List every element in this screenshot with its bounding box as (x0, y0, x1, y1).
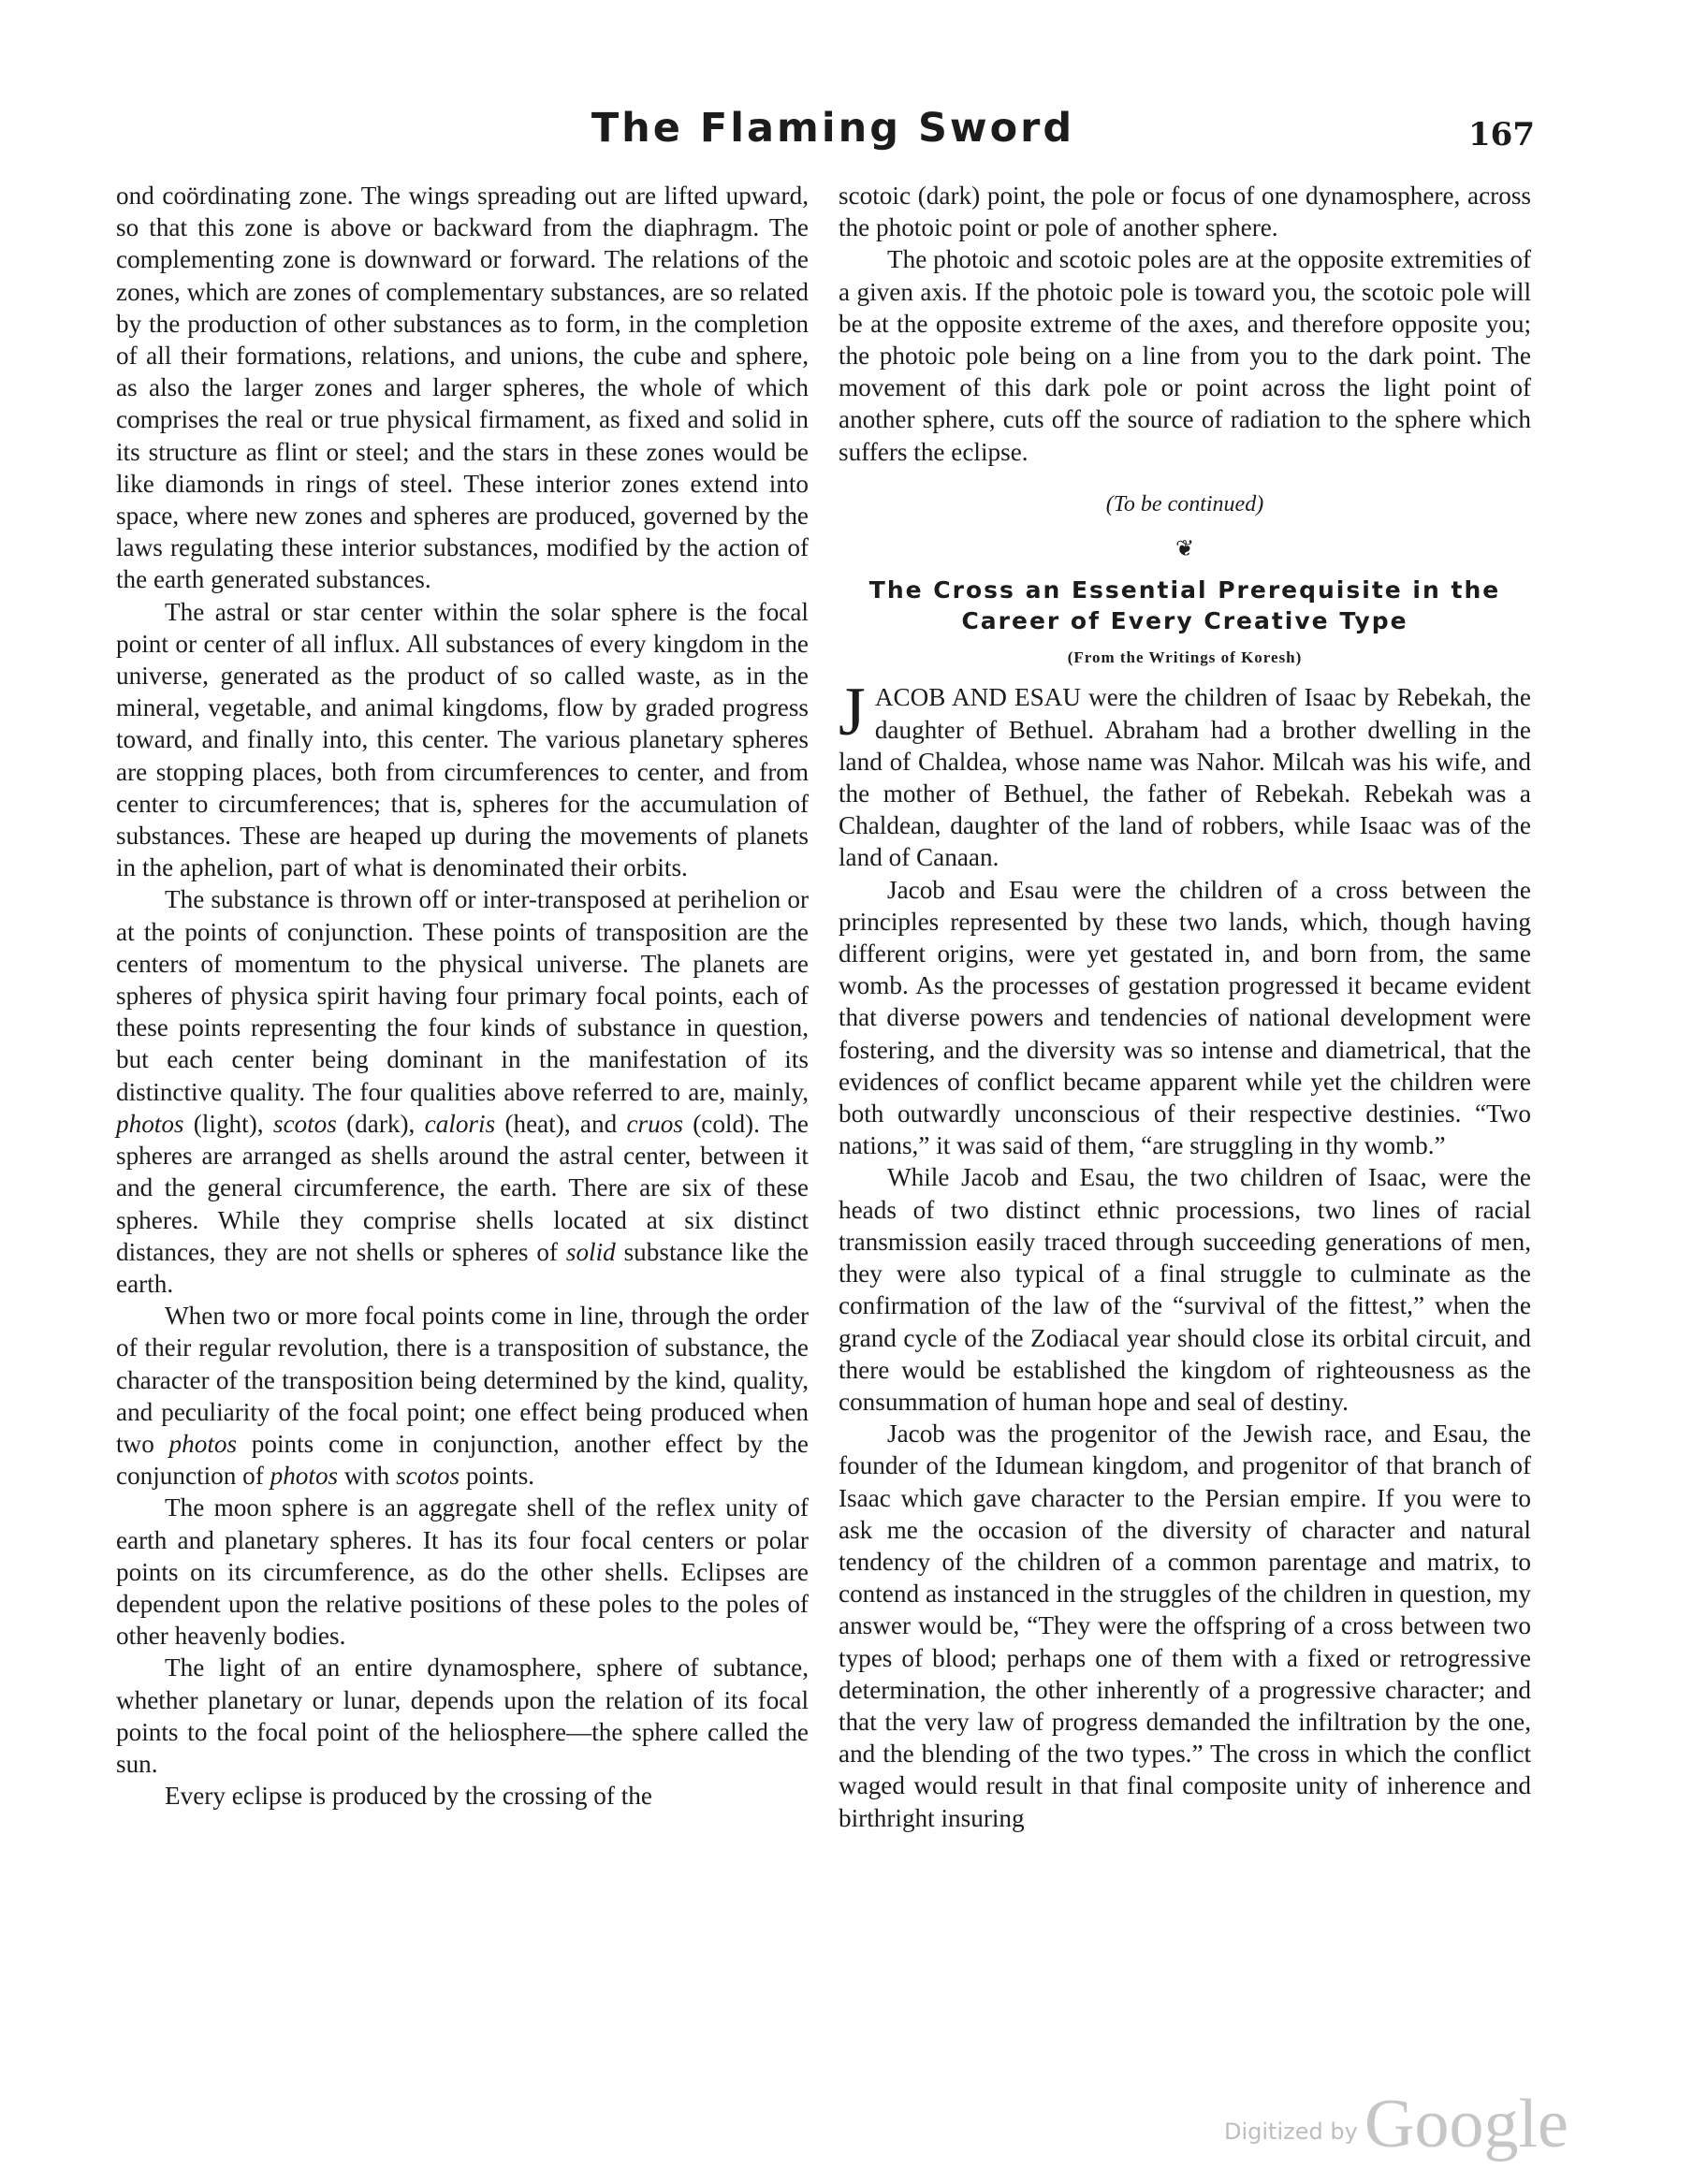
paragraph: Every eclipse is produced by the crossing of the (165, 1782, 652, 1811)
italic-term: solid (565, 1237, 616, 1266)
text-run: The substance is thrown off or inter-transposed at perihelion or at the points of conjunction. These points of transposition are the centers of momentum to the physical universe. The planets are spheres of physica spirit having four primary focal points, each of these points representing the four kinds of substance in question, but each center being dominant in the manifestation of its distinctive quality. The four qualities above referred to are, mainly, (116, 885, 809, 1106)
italic-term: cruos (626, 1109, 683, 1138)
watermark-prefix: Digitized by (1224, 2118, 1358, 2145)
running-header (112, 105, 1535, 170)
text-run: (heat), and (495, 1109, 627, 1138)
drop-cap: J (839, 674, 866, 751)
paragraph: The astral or star center within the solar sphere is the focal point or center of all influx. All substances of every kingdom in the universe, generated as the product of so called waste, as in the mineral, vegetable, and animal kingdoms, flow by graded progress toward, and finally into, this center. The various planetary spheres are stopping places, both from circumferences to center, and from center to circumferences; that is, spheres for the accumulation of substances. These are heaped up during the movements of planets in the aphelion, part of what is denominated their orbits. (116, 597, 809, 882)
paragraph: The light of an entire dynamosphere, sphere of subtance, whether planetary or lunar, depends upon the relation of its focal points to the focal point of the heliosphere—the sphere called the sun. (116, 1653, 809, 1778)
google-logo: Google (1364, 2086, 1568, 2162)
italic-term: scotos (396, 1462, 460, 1491)
text-run: substance like the earth. (116, 1237, 810, 1298)
article-source: (From the Writings of Koresh) (1067, 648, 1303, 667)
text-run: When two or more focal points come in line, through the order of their regular revolution, there is a transposition of substance, the character of the transposition being determined by the kind, quality, and peculiarity of the focal point; one effect being produced when two (116, 1302, 809, 1458)
text-run: (light), (183, 1109, 273, 1138)
paragraph (116, 883, 809, 1300)
italic-term: photos (116, 1109, 184, 1138)
paragraph (116, 1300, 809, 1492)
italic-term: photos (168, 1429, 238, 1458)
paragraph (839, 674, 1531, 873)
text-run: points. (460, 1462, 535, 1491)
text-run: points come in conjunction, another effect by the conjunction of (116, 1429, 809, 1491)
paragraph: scotoic (dark) point, the pole or focus of one dynamosphere, across the photoic point or pole of another sphere. (839, 182, 1531, 242)
text-run: with (338, 1462, 397, 1491)
paragraph: Jacob was the progenitor of the Jewish race, and Esau, the founder of the Idumean kingdom, and progenitor of that branch of Isaac which gave character to the Persian empire. If you were to ask me the occasion of the diversity of character and natural tendency of the children of a common parentage and matrix, to contend as instanced in the struggles of the children in question, my answer would be, “They were the offspring of a cross between two types of blood; perhaps one of them with a fixed or retrogressive determination, the other inherently of a progressive character; and that the very law of progress demanded the infiltration by the one, and the blending of the two types.” The cross in which the conflict waged would result in that final composite unity of inherence and birthright insuring (839, 1420, 1531, 1832)
italic-term: caloris (424, 1109, 496, 1138)
text-run: (cold). The spheres are arranged as shells around the astral center, between it and the general circumference, the earth. There are six of these spheres. While they comprise shells located at six distinct distances, they are not shells or spheres of (116, 1109, 809, 1266)
digitization-watermark (1224, 2086, 1570, 2162)
left-column (116, 180, 809, 1812)
italic-term: scotos (272, 1109, 337, 1138)
continued-note: (To be continued) (1105, 491, 1264, 517)
paragraph: The moon sphere is an aggregate shell of the reflex unity of earth and planetary spheres. It has its four focal centers or polar points on its circumference, as do the other shells. Eclipses are dependent upon the relative positions of these poles to the poles of other heavenly bodies. (116, 1493, 809, 1651)
italic-term: photos (270, 1462, 339, 1491)
paragraph: The photoic and scotoic poles are at the opposite extremities of a given axis. If the photoic pole is toward you, the scotoic pole will be at the opposite extreme of the axes, and therefore opposite you; the photoic pole being on a line from you to the dark point. The movement of this dark pole or point across the light point of another sphere, cuts off the source of radiation to the sphere which suffers the eclipse. (839, 245, 1531, 466)
journal-title: The Flaming Sword (591, 105, 1075, 152)
paragraph: While Jacob and Esau, the two children of Isaac, were the heads of two distinct ethnic processions, two lines of racial transmission easily traced through succeeding generations of men, they were also typical of a final struggle to culminate as the confirmation of the law of the “survival of the fittest,” when the grand cycle of the Zodiacal year should close its orbital circuit, and there would be established the kingdom of righteousness as the consummation of human hope and seal of destiny. (839, 1163, 1531, 1416)
text-run: (dark), (336, 1109, 425, 1138)
ornament-icon: ❦ (1174, 537, 1195, 562)
paragraph: Jacob and Esau were the children of a cross between the principles represented by these two lands, which, though having different origins, were yet gestated in, and born from, the same womb. As the processes of gestation progressed it became evident that diverse powers and tendencies of national development were fostering, and the diversity was so intense and diametrical, that the evidences of conflict became apparent while yet the children were both outwardly unconscious of their respective destinies. “Two nations,” it was said of them, “are struggling in thy womb.” (839, 875, 1531, 1160)
text-run: ACOB AND ESAU were the children of Isaac by Rebekah, the daughter of Bethuel. Abraham had a brother dwelling in the land of Chaldea, whose name was Nahor. Milcah was his wife, and the mother of Bethuel, the father of Rebekah. Rebekah was a Chaldean, daughter of the land of robbers, while Isaac was of the land of Canaan. (839, 683, 1531, 872)
page-number: 167 (1468, 116, 1535, 153)
paragraph: ond coördinating zone. The wings spreading out are lifted upward, so that this zone is above or backward from the diaphragm. The complementing zone is downward or forward. The relations of the zones, which are zones of complementary substances, are so related by the production of other substances as to form, in the completion of all their formations, relations, and unions, the cube and sphere, as also the larger zones and larger spheres, the whole of which comprises the real or true physical firmament, as fixed and solid in its structure as flint or steel; and the stars in these zones would be like diamonds in rings of steel. These interior zones extend into space, where new zones and spheres are produced, governed by the laws regulating these interior substances, modified by the action of the earth generated substances. (116, 182, 809, 594)
right-column (839, 180, 1531, 1834)
article-title: The Cross an Essential Prerequisite in the Career of Every Creative Type (868, 576, 1501, 635)
